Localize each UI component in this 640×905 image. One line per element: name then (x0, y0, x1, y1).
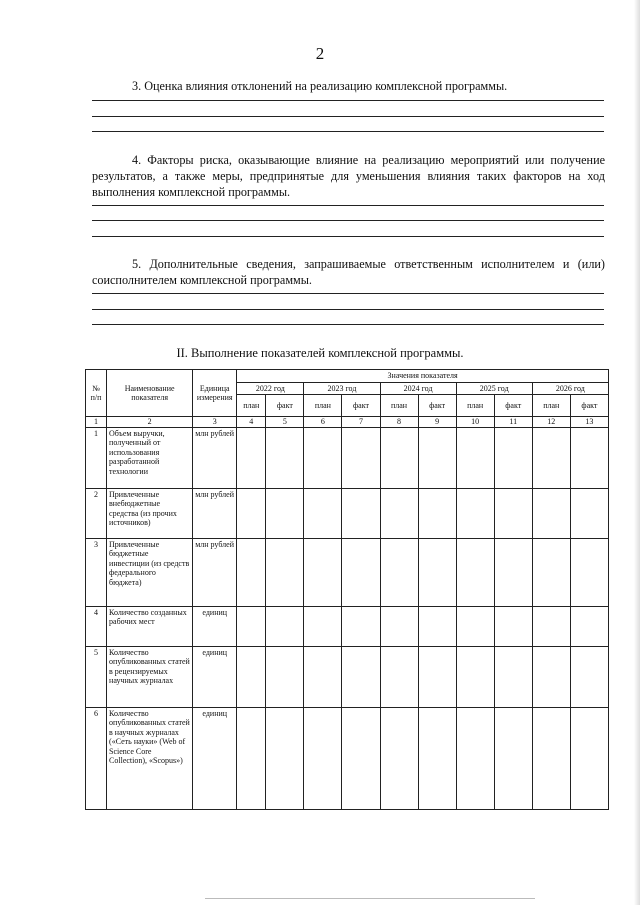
column-number: 5 (266, 417, 304, 428)
table-row (86, 427, 609, 488)
section-3-heading: 3. Оценка влияния отклонений на реализацию комплексной программы. (132, 79, 508, 93)
fill-line (92, 116, 604, 117)
indicator-name: Количество созданных рабочих мест (107, 606, 193, 646)
indicator-name: Привлеченные внебюджетные средства (из прочих источников) (107, 488, 193, 538)
indicators-table (85, 369, 609, 810)
header-year: 2025 год (456, 382, 532, 395)
column-number: 6 (304, 417, 342, 428)
header-name: Наименование показателя (107, 370, 193, 417)
header-year: 2022 год (237, 382, 304, 395)
header-plan: план (237, 395, 266, 417)
column-number: 1 (86, 417, 107, 428)
header-fact: факт (266, 395, 304, 417)
fill-line (92, 309, 604, 310)
fill-line (92, 293, 604, 294)
column-number: 8 (380, 417, 418, 428)
column-number: 10 (456, 417, 494, 428)
header-num: № п/п (86, 370, 107, 417)
indicator-unit: единиц (193, 707, 237, 809)
fill-line (92, 236, 604, 237)
header-plan: план (532, 395, 570, 417)
column-number: 11 (494, 417, 532, 428)
header-fact: факт (418, 395, 456, 417)
column-numbers-row (86, 417, 609, 428)
column-number: 2 (107, 417, 193, 428)
indicator-name: Количество опубликованных статей в рецензируемых научных журналах (107, 646, 193, 707)
row-number: 3 (86, 538, 107, 606)
page-number: 2 (315, 44, 325, 63)
indicator-name: Количество опубликованных статей в научных журналах («Сеть науки» (Web of Science Core Collection), «Scopus») (107, 707, 193, 809)
column-number: 7 (342, 417, 380, 428)
table-row (86, 488, 609, 538)
column-number: 3 (193, 417, 237, 428)
scan-edge-line (205, 898, 535, 899)
header-plan: план (304, 395, 342, 417)
indicator-name: Привлеченные бюджетные инвестиции (из средств федерального бюджета) (107, 538, 193, 606)
column-number: 4 (237, 417, 266, 428)
table-row (86, 606, 609, 646)
indicator-name: Объем выручки, полученный от использования разработанной технологии (107, 427, 193, 488)
column-number: 13 (570, 417, 608, 428)
header-year: 2026 год (532, 382, 608, 395)
indicator-unit: единиц (193, 646, 237, 707)
header-plan: план (380, 395, 418, 417)
indicator-unit: млн рублей (193, 488, 237, 538)
fill-line (92, 324, 604, 325)
table-row (86, 646, 609, 707)
fill-line (92, 220, 604, 221)
header-values: Значения показателя (237, 370, 609, 383)
header-fact: факт (494, 395, 532, 417)
fill-line (92, 100, 604, 101)
fill-line (92, 131, 604, 132)
column-number: 9 (418, 417, 456, 428)
section-4-heading: 4. Факторы риска, оказывающие влияние на реализацию мероприятий или получение результатов, а также меры, предпринятые для уменьшения влияния таких факторов на ход выполнения комплексной программы. (92, 153, 605, 199)
header-fact: факт (570, 395, 608, 417)
row-number: 4 (86, 606, 107, 646)
indicator-unit: млн рублей (193, 538, 237, 606)
row-number: 1 (86, 427, 107, 488)
header-plan: план (456, 395, 494, 417)
row-number: 6 (86, 707, 107, 809)
header-year: 2024 год (380, 382, 456, 395)
page-edge-shadow (634, 0, 640, 905)
header-unit: Единица измерения (193, 370, 237, 417)
table-row (86, 707, 609, 809)
row-number: 2 (86, 488, 107, 538)
row-number: 5 (86, 646, 107, 707)
table-row (86, 538, 609, 606)
header-year: 2023 год (304, 382, 380, 395)
table-title: II. Выполнение показателей комплексной программы. (176, 346, 464, 360)
column-number: 12 (532, 417, 570, 428)
indicator-unit: единиц (193, 606, 237, 646)
fill-line (92, 205, 604, 206)
indicator-unit: млн рублей (193, 427, 237, 488)
section-5-heading: 5. Дополнительные сведения, запрашиваемые ответственным исполнителем и (или) соисполнителем комплексной программы. (92, 257, 605, 287)
header-fact: факт (342, 395, 380, 417)
